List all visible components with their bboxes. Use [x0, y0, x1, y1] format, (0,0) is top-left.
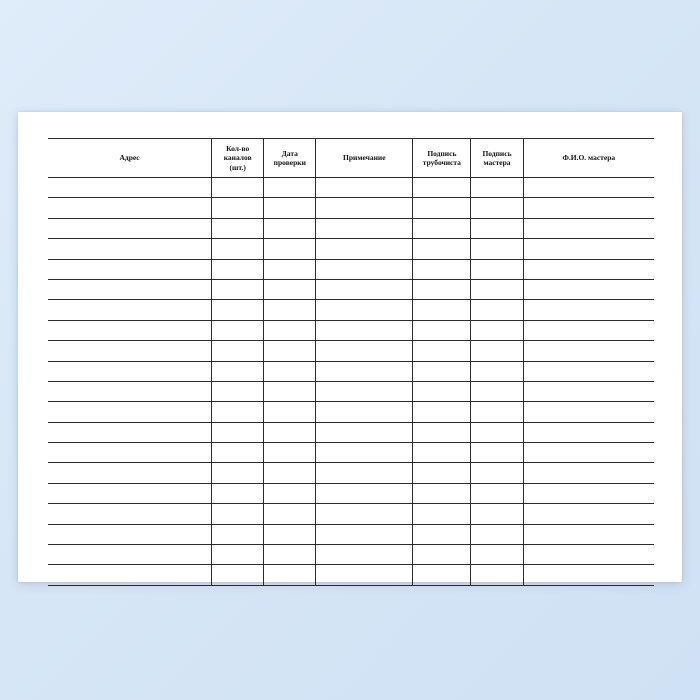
table-cell-note[interactable] [316, 483, 413, 503]
header-line: Подпись [427, 148, 457, 158]
table-cell-note[interactable] [316, 402, 413, 422]
table-cell-address[interactable] [48, 341, 212, 361]
table-cell-note[interactable] [316, 341, 413, 361]
table-cell-date[interactable] [264, 320, 316, 340]
table-cell-address[interactable] [48, 524, 212, 544]
table-cell-date[interactable] [264, 341, 316, 361]
table-cell-master[interactable] [471, 545, 523, 565]
table-cell-sweep[interactable] [413, 178, 471, 198]
table-row [48, 279, 654, 299]
table-row [48, 341, 654, 361]
table-cell-channels[interactable] [212, 259, 264, 279]
table-body [48, 178, 654, 586]
table-cell-channels[interactable] [212, 320, 264, 340]
table-cell-name[interactable] [523, 565, 654, 585]
table-cell-date[interactable] [264, 300, 316, 320]
table-row [48, 402, 654, 422]
table-cell-sweep[interactable] [413, 300, 471, 320]
table-cell-master[interactable] [471, 239, 523, 259]
table-cell-date[interactable] [264, 239, 316, 259]
column-header-address [48, 139, 212, 178]
header-row [48, 139, 654, 178]
table-cell-channels[interactable] [212, 402, 264, 422]
table-cell-name[interactable] [523, 198, 654, 218]
table-cell-channels[interactable] [212, 545, 264, 565]
table-cell-date[interactable] [264, 524, 316, 544]
table-cell-name[interactable] [523, 524, 654, 544]
table-row [48, 504, 654, 524]
table-cell-name[interactable] [523, 361, 654, 381]
table-cell-name[interactable] [523, 443, 654, 463]
table-cell-note[interactable] [316, 279, 413, 299]
table-cell-note[interactable] [316, 443, 413, 463]
table-cell-date[interactable] [264, 422, 316, 442]
table-cell-name[interactable] [523, 178, 654, 198]
table-cell-address[interactable] [48, 259, 212, 279]
table-cell-sweep[interactable] [413, 483, 471, 503]
header-line: трубочиста [422, 158, 461, 167]
table-row [48, 565, 654, 585]
table-cell-address[interactable] [48, 178, 212, 198]
table-cell-address[interactable] [48, 320, 212, 340]
header-line: Подпись [482, 148, 512, 158]
table-cell-sweep[interactable] [413, 259, 471, 279]
table-row [48, 545, 654, 565]
table-cell-master[interactable] [471, 341, 523, 361]
table-cell-master[interactable] [471, 178, 523, 198]
table-cell-date[interactable] [264, 402, 316, 422]
table-cell-address[interactable] [48, 300, 212, 320]
table-cell-note[interactable] [316, 422, 413, 442]
table-cell-channels[interactable] [212, 239, 264, 259]
table-cell-note[interactable] [316, 524, 413, 544]
table-cell-date[interactable] [264, 483, 316, 503]
header-line: каналов [223, 153, 252, 163]
table-cell-address[interactable] [48, 483, 212, 503]
table-cell-master[interactable] [471, 381, 523, 401]
header-line: Дата [281, 148, 298, 158]
table-cell-master[interactable] [471, 524, 523, 544]
table-row [48, 320, 654, 340]
table-cell-date[interactable] [264, 463, 316, 483]
table-cell-master[interactable] [471, 279, 523, 299]
column-header-date [264, 139, 316, 178]
table-cell-master[interactable] [471, 402, 523, 422]
header-line: проверки [273, 158, 306, 167]
table-cell-name[interactable] [523, 279, 654, 299]
table-cell-address[interactable] [48, 504, 212, 524]
table-cell-note[interactable] [316, 565, 413, 585]
table-cell-note[interactable] [316, 504, 413, 524]
table-row [48, 300, 654, 320]
table-cell-date[interactable] [264, 198, 316, 218]
table-cell-channels[interactable] [212, 300, 264, 320]
table-cell-date[interactable] [264, 504, 316, 524]
table-cell-master[interactable] [471, 198, 523, 218]
table-cell-sweep[interactable] [413, 320, 471, 340]
table-cell-sweep[interactable] [413, 239, 471, 259]
table-cell-address[interactable] [48, 381, 212, 401]
column-header-sweep-signature [413, 139, 471, 178]
table-cell-address[interactable] [48, 463, 212, 483]
table-cell-sweep[interactable] [413, 463, 471, 483]
table-cell-date[interactable] [264, 443, 316, 463]
table-row [48, 463, 654, 483]
table-cell-channels[interactable] [212, 443, 264, 463]
column-header-note [316, 139, 413, 178]
table-cell-master[interactable] [471, 300, 523, 320]
table-cell-sweep[interactable] [413, 341, 471, 361]
table-row [48, 443, 654, 463]
table-cell-sweep[interactable] [413, 545, 471, 565]
table-row [48, 198, 654, 218]
table-cell-note[interactable] [316, 463, 413, 483]
table-cell-sweep[interactable] [413, 198, 471, 218]
table-cell-name[interactable] [523, 422, 654, 442]
table-cell-note[interactable] [316, 239, 413, 259]
header-line: Кол-во [226, 144, 250, 154]
table-cell-date[interactable] [264, 279, 316, 299]
table-row [48, 239, 654, 259]
table-row [48, 218, 654, 238]
table-cell-master[interactable] [471, 463, 523, 483]
table-cell-note[interactable] [316, 300, 413, 320]
table-row [48, 524, 654, 544]
table-cell-sweep[interactable] [413, 443, 471, 463]
table-cell-name[interactable] [523, 402, 654, 422]
table-cell-date[interactable] [264, 218, 316, 238]
table-cell-channels[interactable] [212, 524, 264, 544]
table-cell-name[interactable] [523, 381, 654, 401]
table-cell-sweep[interactable] [413, 402, 471, 422]
table-cell-name[interactable] [523, 239, 654, 259]
table-cell-master[interactable] [471, 361, 523, 381]
table-row [48, 381, 654, 401]
table-cell-note[interactable] [316, 218, 413, 238]
table-row [48, 422, 654, 442]
table-cell-master[interactable] [471, 422, 523, 442]
table-cell-note[interactable] [316, 178, 413, 198]
table-cell-sweep[interactable] [413, 218, 471, 238]
table-cell-sweep[interactable] [413, 381, 471, 401]
table-cell-address[interactable] [48, 361, 212, 381]
table-cell-address[interactable] [48, 565, 212, 585]
table-cell-note[interactable] [316, 320, 413, 340]
table-row [48, 361, 654, 381]
header-line: Адрес [119, 153, 140, 163]
table-cell-sweep[interactable] [413, 361, 471, 381]
table-cell-date[interactable] [264, 259, 316, 279]
table-cell-channels[interactable] [212, 279, 264, 299]
table-cell-sweep[interactable] [413, 279, 471, 299]
table-cell-date[interactable] [264, 381, 316, 401]
paper-sheet [18, 112, 682, 582]
table-area [48, 138, 654, 560]
table-cell-name[interactable] [523, 300, 654, 320]
table-cell-address[interactable] [48, 218, 212, 238]
table-cell-master[interactable] [471, 565, 523, 585]
table-cell-address[interactable] [48, 239, 212, 259]
table-cell-master[interactable] [471, 320, 523, 340]
table-cell-channels[interactable] [212, 504, 264, 524]
table-header [48, 139, 654, 178]
table-cell-address[interactable] [48, 422, 212, 442]
table-cell-master[interactable] [471, 483, 523, 503]
table-row [48, 259, 654, 279]
table-cell-address[interactable] [48, 279, 212, 299]
header-line: (шт.) [229, 162, 246, 172]
table-cell-name[interactable] [523, 341, 654, 361]
table-cell-sweep[interactable] [413, 524, 471, 544]
table-cell-date[interactable] [264, 178, 316, 198]
table-cell-sweep[interactable] [413, 422, 471, 442]
table-cell-note[interactable] [316, 545, 413, 565]
table-cell-name[interactable] [523, 545, 654, 565]
table-cell-address[interactable] [48, 443, 212, 463]
table-cell-channels[interactable] [212, 361, 264, 381]
table-cell-name[interactable] [523, 504, 654, 524]
inspection-log-table [48, 138, 654, 586]
table-cell-name[interactable] [523, 320, 654, 340]
table-cell-name[interactable] [523, 483, 654, 503]
table-cell-date[interactable] [264, 565, 316, 585]
table-cell-master[interactable] [471, 218, 523, 238]
table-cell-address[interactable] [48, 545, 212, 565]
column-header-master-name [523, 139, 654, 178]
table-row [48, 178, 654, 198]
table-cell-date[interactable] [264, 545, 316, 565]
table-cell-note[interactable] [316, 381, 413, 401]
table-cell-address[interactable] [48, 402, 212, 422]
table-cell-channels[interactable] [212, 218, 264, 238]
column-header-channels [212, 139, 264, 178]
table-row [48, 483, 654, 503]
table-cell-channels[interactable] [212, 483, 264, 503]
table-cell-address[interactable] [48, 198, 212, 218]
header-line: Примечание [343, 153, 386, 163]
table-cell-sweep[interactable] [413, 565, 471, 585]
table-cell-name[interactable] [523, 463, 654, 483]
table-cell-name[interactable] [523, 218, 654, 238]
table-cell-master[interactable] [471, 443, 523, 463]
table-cell-channels[interactable] [212, 565, 264, 585]
table-cell-date[interactable] [264, 361, 316, 381]
table-cell-channels[interactable] [212, 422, 264, 442]
table-cell-channels[interactable] [212, 463, 264, 483]
table-cell-master[interactable] [471, 259, 523, 279]
table-cell-name[interactable] [523, 259, 654, 279]
column-header-master-signature [471, 139, 523, 178]
table-cell-note[interactable] [316, 361, 413, 381]
table-cell-note[interactable] [316, 259, 413, 279]
table-cell-channels[interactable] [212, 198, 264, 218]
header-line: Ф.И.О. мастера [562, 153, 616, 163]
table-cell-channels[interactable] [212, 178, 264, 198]
table-cell-note[interactable] [316, 198, 413, 218]
table-cell-sweep[interactable] [413, 504, 471, 524]
table-cell-master[interactable] [471, 504, 523, 524]
table-cell-channels[interactable] [212, 341, 264, 361]
table-cell-channels[interactable] [212, 381, 264, 401]
header-line: мастера [483, 158, 511, 167]
